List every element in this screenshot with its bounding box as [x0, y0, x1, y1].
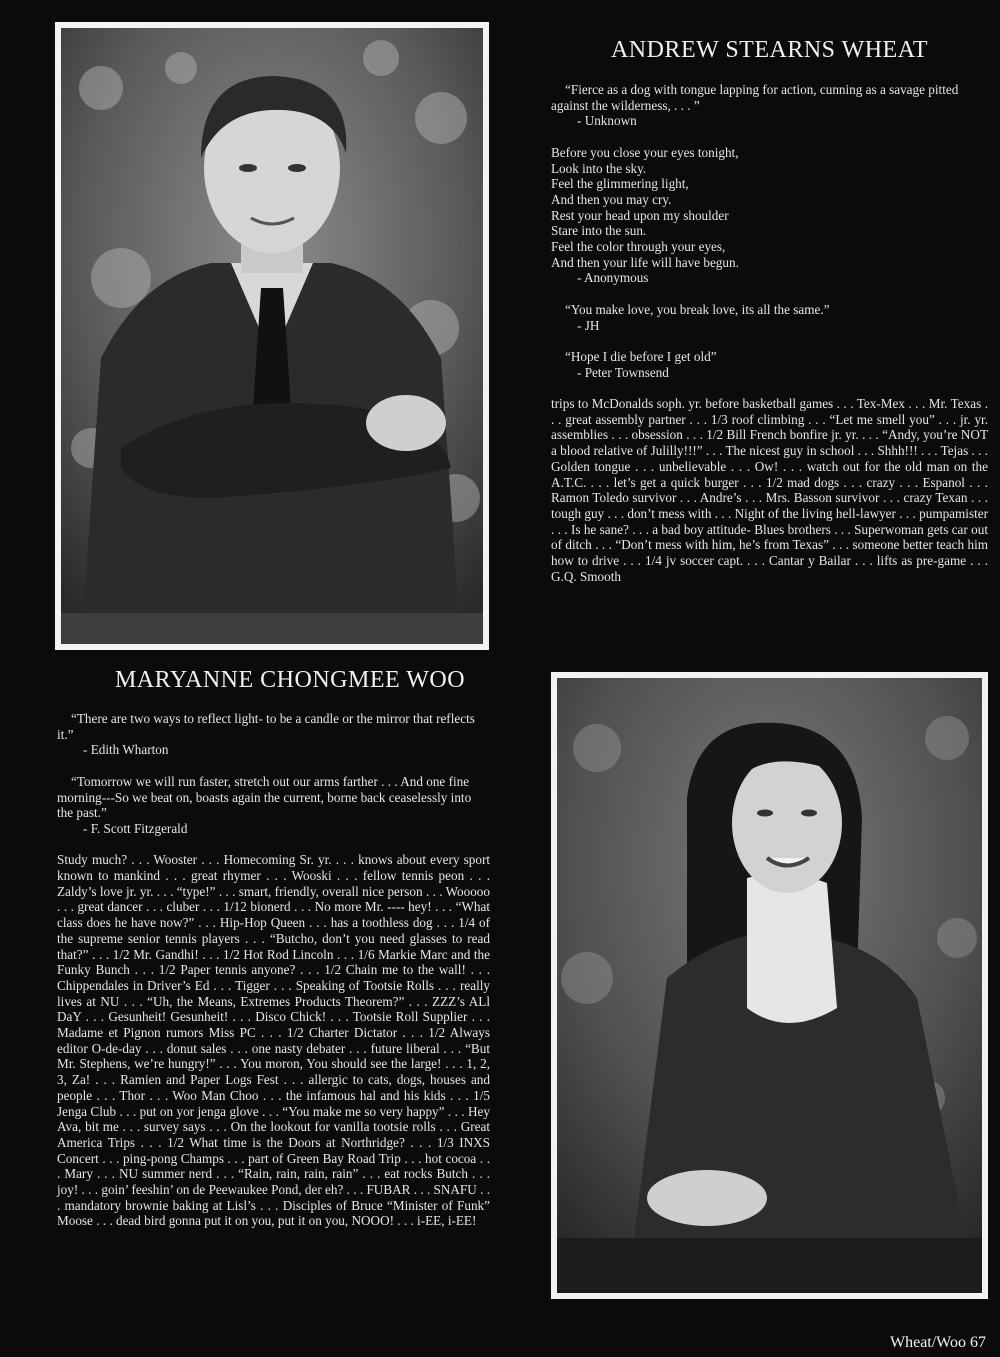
memories-blurb: Study much? . . . Wooster . . . Homecoming Sr. yr. . . . knows about every sport known to mankind . . . great rhymer . . . Wooski . . . fellow tennis peon . . . Zaldy’s love jr. yr. . . . “type!” . . . smart, friendly, overall nice person . . . Wooooo . . . great dancer . . . cluber . . . 1/12 bionerd . . . No more Mr. ---- hey! . . . “What class does he have now?” . . . Hip-Hop Queen . . . has a toothless dog . . . 1/4 of the supreme senior tennis players . . . “Butcho, don’t you need glasses to read that?” . . . 1/2 Mr. Gandhi! . . . 1/2 Hot Rod Lincoln . . . 1/6 Markie Marc and the Funky Bunch . . . 1/2 Paper tennis anyone? . . . 1/2 Chain me to the wall! . . . Chippendales in Driver’s Ed . . . Tigger . . . Speaking of Tootsie Rolls . . . really lives at NU . . . “Uh, the Means, Extremes Products Theorem?” . . . ZZZ’s ALl DaY . . . Gesunheit! Gesunheit! . . . Disco Chick! . . . Tootsie Roll Supplier . . . Madame et Pignon rumors Miss PC . . . 1/2 Charter Dictator . . . 1/2 Always editor O-de-day . . . donut sales . . . one nasty debater . . . future liberal . . . “But Mr. Stephens, we’re hungry!” . . . You moron, You should see the large! . . . 1, 2, 3, Za! . . . Ramien and Paper Logs Fest . . . allergic to cats, dogs, houses and people . . . Thor . . . Woo Man Choo . . . the infamous hal and his kids . . . 1/5 Jenga Club . . . put on yor jenga glove . . . “You make me so very happy” . . . Hey Ava, bit me . . . survey says . . . On the lookout for vanilla tootsie rolls . . . Great America Trips . . . 1/2 What time is the Doors at Northridge? . . . 1/3 INXS Concert . . . ping-pong Champs . . . part of Green Bay Road Trip . . . hot cocoa . . . Mary . . . NU summer nerd . . . “Rain, rain, rain, rain” . . . eat rocks Butch . . . joy! . . . goin’ feeshin’ on de Peewaukee Pond, der eh? . . . FUBAR . . . SNAFU . . . mandatory brownie baking at Lisl’s . . . Disciples of Bruce “Minister of Funk” Moose . . . dead bird gonna put it on you, put it on you, NOOO! . . . i-EE, i-EE!	[57, 852, 490, 1229]
quote-attribution: - Edith Wharton	[83, 742, 169, 758]
quote-block	[551, 82, 988, 129]
quote-attribution: - F. Scott Fitzgerald	[83, 820, 188, 836]
quote-block	[57, 711, 490, 758]
poem-line: And then your life will have begun.	[551, 254, 739, 270]
quote-block	[551, 302, 988, 333]
senior-page-text-andrew	[551, 82, 988, 584]
quote-text: “You make love, you break love, its all the same.”	[565, 301, 830, 317]
portrait-photo-andrew	[55, 22, 489, 650]
senior-page-text-maryanne	[57, 711, 490, 1229]
student-name-maryanne: MARYANNE CHONGMEE WOO	[114, 667, 466, 693]
quote-attribution: - Unknown	[577, 113, 637, 129]
quote-attribution: - Peter Townsend	[577, 364, 669, 380]
quote-attribution: - JH	[577, 317, 600, 333]
poem-line: Before you close your eyes tonight,	[551, 144, 739, 160]
poem-line: Look into the sky.	[551, 160, 647, 176]
portrait-image-andrew	[61, 28, 483, 644]
portrait-image-maryanne	[557, 678, 982, 1293]
quote-text: “Tomorrow we will run faster, stretch out our arms farther . . . And one fine morning---So we beat on, boasts again the current, borne back ceaselessly into the past.”	[57, 773, 472, 821]
quote-block	[551, 349, 988, 380]
page-number-label: Wheat/Woo 67	[889, 1334, 986, 1351]
quote-text: “Hope I die before I get old”	[565, 348, 717, 364]
quote-block	[57, 774, 490, 837]
poem-line: Feel the color through your eyes,	[551, 239, 726, 255]
quote-text: “Fierce as a dog with tongue lapping for action, cunning as a savage pitted against the wilderness, . . . ”	[551, 82, 959, 113]
poem-line: Stare into the sun.	[551, 223, 647, 239]
poem-line: Feel the glimmering light,	[551, 176, 689, 192]
poem	[551, 145, 988, 286]
student-name-andrew: ANDREW STEARNS WHEAT	[610, 37, 929, 63]
memories-blurb: trips to McDonalds soph. yr. before basketball games . . . Tex-Mex . . . Mr. Texas . . . great assembly partner . . . 1/3 roof climbing . . . “Let me smell you” . . . jr. yr. assemblies . . . obsession . . . 1/2 Bill French bonfire jr. yr. . . . “Andy, you’re NOT a blood relative of Julilly!!!” . . . The nicest guy in school . . . Shhh!!! . . . Tejas . . . Golden tongue . . . unbelievable . . . Ow! . . . watch out for the old man on the A.T.C. . . . let’s get a quick burger . . . 1/2 mad dogs . . . crazy . . . Espanol . . . Ramon Toledo survivor . . . Andre’s . . . Mrs. Basson survivor . . . crazy Texan . . . tough guy . . . don’t mess with . . . Night of the living hell-lawyer . . . pumpamister . . . Is he sane? . . . a bad boy attitude- Blues brothers . . . Superwoman gets car out of ditch . . . “Don’t mess with him, he’s from Texas” . . . someone better teach him how to drive . . . 1/4 jv soccer capt. . . . Cantar y Bailar . . . lifts as pre-game . . . G.Q. Smooth	[551, 396, 988, 584]
poem-line: Rest your head upon my shoulder	[551, 207, 729, 223]
poem-line: And then you may cry.	[551, 191, 672, 207]
portrait-photo-maryanne	[551, 672, 988, 1299]
poem-attribution: - Anonymous	[577, 270, 649, 286]
quote-text: “There are two ways to reflect light- to be a candle or the mirror that reflects it.”	[57, 711, 475, 742]
